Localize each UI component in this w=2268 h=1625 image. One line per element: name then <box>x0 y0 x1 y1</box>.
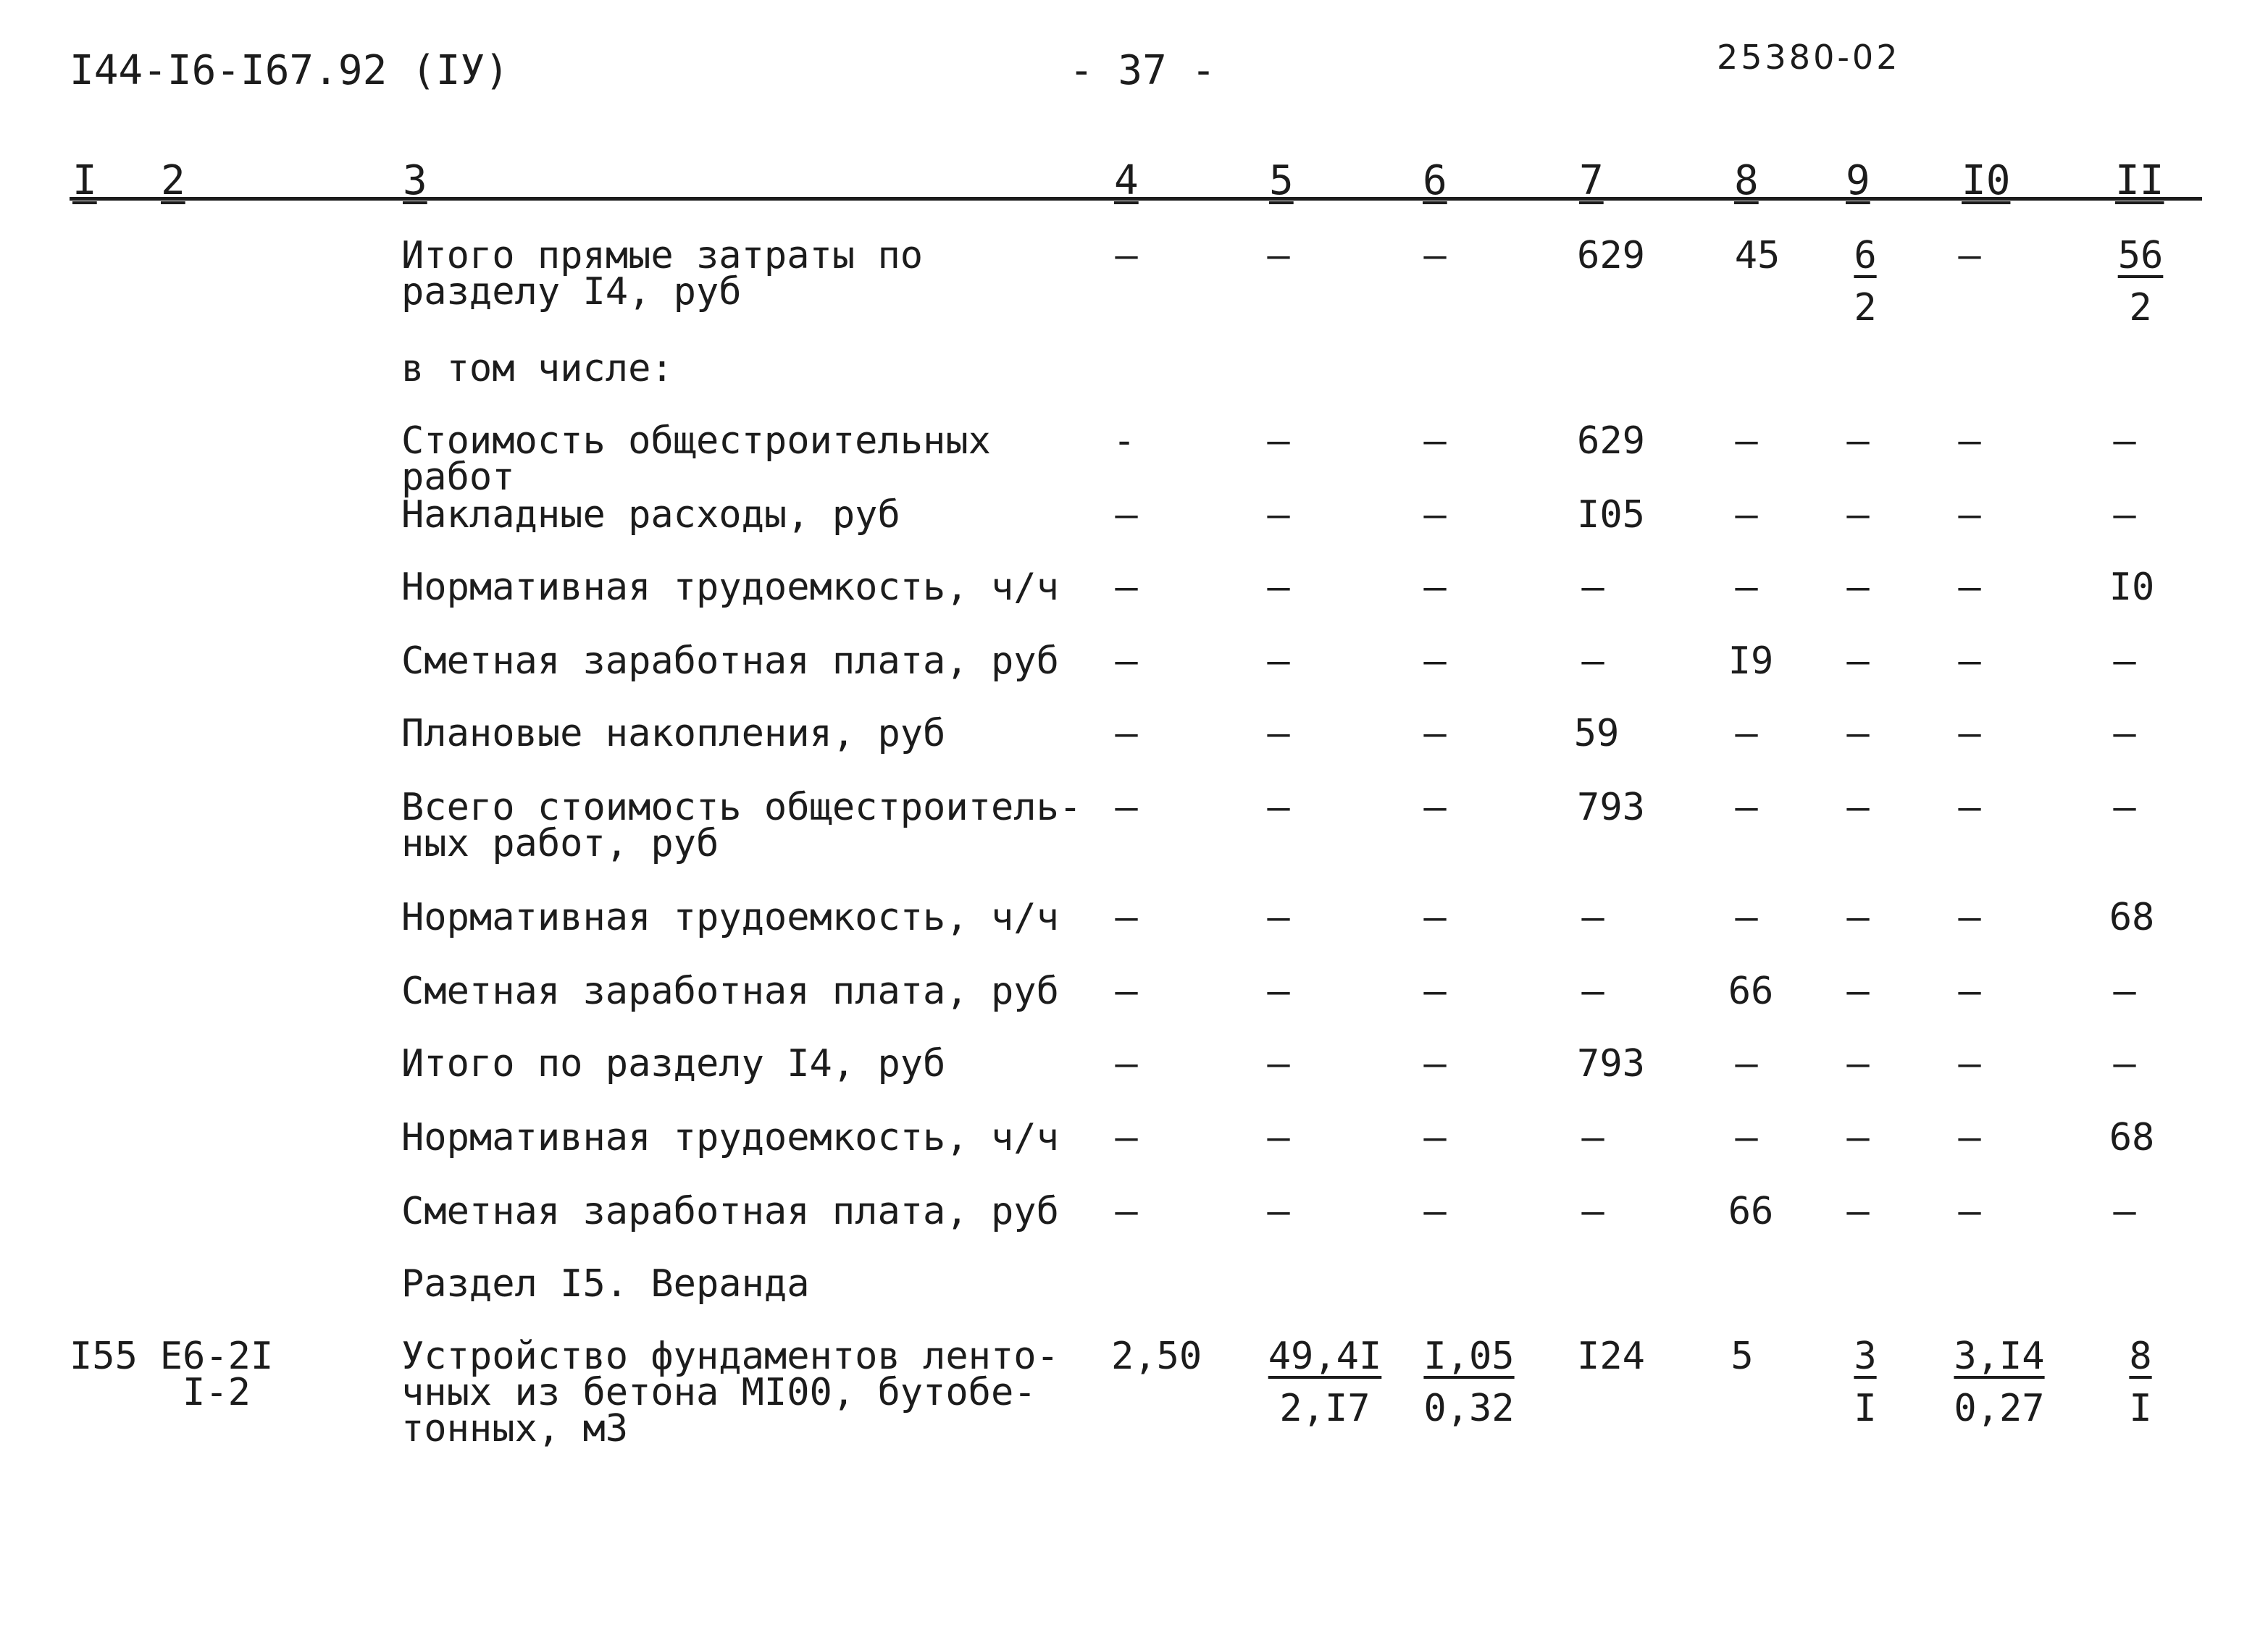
cell-col5 <box>1263 1335 1386 1430</box>
column-number-7: 7 <box>1579 157 1604 204</box>
cell-col6: – <box>1423 493 1447 537</box>
cell-col9: – <box>1846 1042 1870 1086</box>
cell-col4: – <box>1115 639 1138 683</box>
row-description: Устройство фундаментов ленто- чных из бетона МI00, бутобе- тонных, м3 <box>401 1335 1059 1450</box>
cell-col6: – <box>1423 1116 1447 1159</box>
column-number-2: 2 <box>161 157 185 204</box>
row-description: Стоимость общестроительных работ <box>401 419 991 499</box>
column-number-1: I <box>72 157 97 204</box>
cell-col5: – <box>1267 566 1290 609</box>
column-number-11: II <box>2115 157 2164 204</box>
cell-col5: – <box>1267 1116 1290 1159</box>
cell-col8: 66 <box>1728 970 1774 1013</box>
cell-col10: – <box>1958 896 1981 939</box>
row-description: Всего стоимость общестроитель- ных работ, руб <box>401 786 1082 865</box>
cell-col8: 45 <box>1734 234 1780 277</box>
cell-col6: – <box>1423 786 1447 829</box>
row-description: в том числе: <box>401 347 674 390</box>
cell-col6: – <box>1423 712 1447 755</box>
cell-col11: – <box>2113 639 2136 683</box>
cell-col7: – <box>1581 970 1604 1013</box>
cell-col9: – <box>1846 712 1870 755</box>
cell-col4: – <box>1115 1116 1138 1159</box>
cell-col7: I24 <box>1577 1335 1645 1378</box>
cell-col10 <box>1949 1335 2050 1430</box>
cell-col4: – <box>1115 1190 1138 1233</box>
fraction-denominator: I <box>1854 1387 1877 1430</box>
cell-col7: 793 <box>1577 1042 1645 1086</box>
cell-col10: – <box>1958 1116 1981 1159</box>
cell-col9: – <box>1846 896 1870 939</box>
cell-col7: – <box>1581 566 1604 609</box>
cell-col7: 59 <box>1573 712 1620 755</box>
cell-col5: – <box>1267 234 1290 277</box>
fraction-denominator: 2 <box>1854 286 1877 329</box>
cell-col8: 5 <box>1731 1335 1754 1378</box>
cell-col5: – <box>1267 1190 1290 1233</box>
page-number: - 37 - <box>1069 47 1216 94</box>
cell-col5: – <box>1267 712 1290 755</box>
cell-col7: 793 <box>1577 786 1645 829</box>
row-description: Сметная заработная плата, руб <box>401 1190 1059 1233</box>
fraction-denominator: I <box>2129 1387 2152 1430</box>
fraction-numerator: 3 <box>1854 1335 1877 1378</box>
cell-col6: – <box>1423 896 1447 939</box>
cell-col4: – <box>1115 712 1138 755</box>
cell-col9: – <box>1846 786 1870 829</box>
cell-col5: – <box>1267 786 1290 829</box>
cell-col8: – <box>1735 1116 1758 1159</box>
column-number-10: I0 <box>1962 157 2011 204</box>
cell-col4: – <box>1115 970 1138 1013</box>
cell-col11: – <box>2113 1190 2136 1233</box>
cell-col10: – <box>1958 639 1981 683</box>
cell-col7: 629 <box>1577 419 1645 463</box>
cell-col8: – <box>1735 1042 1758 1086</box>
cell-col4: – <box>1115 1042 1138 1086</box>
archive-stamp-number: 25380-02 <box>1717 38 1901 77</box>
row-description: Нормативная трудоемкость, ч/ч <box>401 896 1059 939</box>
cell-col9: – <box>1846 493 1870 537</box>
fraction-denominator: 0,27 <box>1954 1387 2045 1430</box>
cell-col8: 66 <box>1728 1190 1774 1233</box>
cell-col8: – <box>1735 566 1758 609</box>
cell-col9: – <box>1846 639 1870 683</box>
cell-col10: – <box>1958 712 1981 755</box>
cell-col9: – <box>1846 1116 1870 1159</box>
fraction-denominator: 2 <box>2129 286 2152 329</box>
cell-col8: – <box>1735 712 1758 755</box>
cell-col11: – <box>2113 712 2136 755</box>
cell-col6 <box>1418 1335 1520 1430</box>
row-description: Нормативная трудоемкость, ч/ч <box>401 566 1059 609</box>
cell-col6: – <box>1423 970 1447 1013</box>
cell-col2: Е6-2I I-2 <box>159 1335 274 1414</box>
cell-col9 <box>1833 234 1898 329</box>
cell-col11: – <box>2113 970 2136 1013</box>
cell-col8: – <box>1735 493 1758 537</box>
cell-col6: – <box>1423 419 1447 463</box>
cell-col10: – <box>1958 1190 1981 1233</box>
document-code: I44-I6-I67.92 (IУ) <box>70 47 509 94</box>
fraction-numerator: 6 <box>1854 234 1877 277</box>
cell-col8: – <box>1735 419 1758 463</box>
column-number-3: 3 <box>403 157 427 204</box>
cell-col10: – <box>1958 970 1981 1013</box>
cell-col5: – <box>1267 1042 1290 1086</box>
row-description: Сметная заработная плата, руб <box>401 639 1059 683</box>
cell-col9: – <box>1846 1190 1870 1233</box>
cell-col11: – <box>2113 786 2136 829</box>
cell-col11: – <box>2113 419 2136 463</box>
cell-col6: – <box>1423 1042 1447 1086</box>
cell-col10: – <box>1958 493 1981 537</box>
header-rule <box>70 197 2202 201</box>
cell-col6: – <box>1423 234 1447 277</box>
column-number-5: 5 <box>1269 157 1294 204</box>
cell-col9 <box>1833 1335 1898 1430</box>
cell-col4: – <box>1115 493 1138 537</box>
fraction-denominator: 2,I7 <box>1279 1387 1371 1430</box>
cell-col9: – <box>1846 419 1870 463</box>
cell-col7: – <box>1581 896 1604 939</box>
cell-col4: – <box>1115 234 1138 277</box>
row-description: Итого прямые затраты по разделу I4, руб <box>401 234 924 314</box>
cell-col4: - <box>1113 419 1136 463</box>
cell-col11 <box>2101 234 2180 329</box>
cell-col7: – <box>1581 1190 1604 1233</box>
cell-col11: – <box>2113 1042 2136 1086</box>
column-number-8: 8 <box>1734 157 1759 204</box>
row-description: Итого по разделу I4, руб <box>401 1042 946 1086</box>
cell-col6: – <box>1423 566 1447 609</box>
cell-col10: – <box>1958 419 1981 463</box>
row-description: Накладные расходы, руб <box>401 493 900 537</box>
fraction-numerator: 49,4I <box>1268 1335 1382 1378</box>
cell-col5: – <box>1267 639 1290 683</box>
cell-col7: – <box>1581 639 1604 683</box>
row-description: Сметная заработная плата, руб <box>401 970 1059 1013</box>
fraction-numerator: 3,I4 <box>1954 1335 2045 1378</box>
row-description: Плановые накопления, руб <box>401 712 946 755</box>
cell-col1: I55 <box>70 1335 138 1378</box>
column-number-6: 6 <box>1423 157 1447 204</box>
cell-col10: – <box>1958 234 1981 277</box>
cell-col10: – <box>1958 786 1981 829</box>
cell-col11: I0 <box>2109 566 2155 609</box>
cell-col4: 2,50 <box>1111 1335 1202 1378</box>
column-number-9: 9 <box>1846 157 1870 204</box>
cell-col11 <box>2101 1335 2180 1430</box>
fraction-numerator: 8 <box>2129 1335 2152 1378</box>
cell-col8: – <box>1735 896 1758 939</box>
section-title: Раздел I5. Веранда <box>401 1262 810 1306</box>
cell-col10: – <box>1958 1042 1981 1086</box>
cell-col4: – <box>1115 786 1138 829</box>
cell-col7: – <box>1581 1116 1604 1159</box>
cell-col10: – <box>1958 566 1981 609</box>
cell-col5: – <box>1267 419 1290 463</box>
fraction-numerator: I,05 <box>1423 1335 1515 1378</box>
cell-col8: I9 <box>1728 639 1774 683</box>
cell-col8: – <box>1735 786 1758 829</box>
cell-col11: 68 <box>2109 896 2155 939</box>
cell-col6: – <box>1423 639 1447 683</box>
row-description: Нормативная трудоемкость, ч/ч <box>401 1116 1059 1159</box>
cell-col5: – <box>1267 493 1290 537</box>
cell-col9: – <box>1846 970 1870 1013</box>
cell-col5: – <box>1267 970 1290 1013</box>
fraction-numerator: 56 <box>2117 234 2164 277</box>
fraction-denominator: 0,32 <box>1423 1387 1515 1430</box>
cell-col11: – <box>2113 493 2136 537</box>
cell-col4: – <box>1115 566 1138 609</box>
cell-col7: 629 <box>1577 234 1645 277</box>
cell-col5: – <box>1267 896 1290 939</box>
cell-col4: – <box>1115 896 1138 939</box>
cell-col11: 68 <box>2109 1116 2155 1159</box>
cell-col9: – <box>1846 566 1870 609</box>
column-number-4: 4 <box>1114 157 1139 204</box>
cell-col7: I05 <box>1577 493 1645 537</box>
cell-col6: – <box>1423 1190 1447 1233</box>
